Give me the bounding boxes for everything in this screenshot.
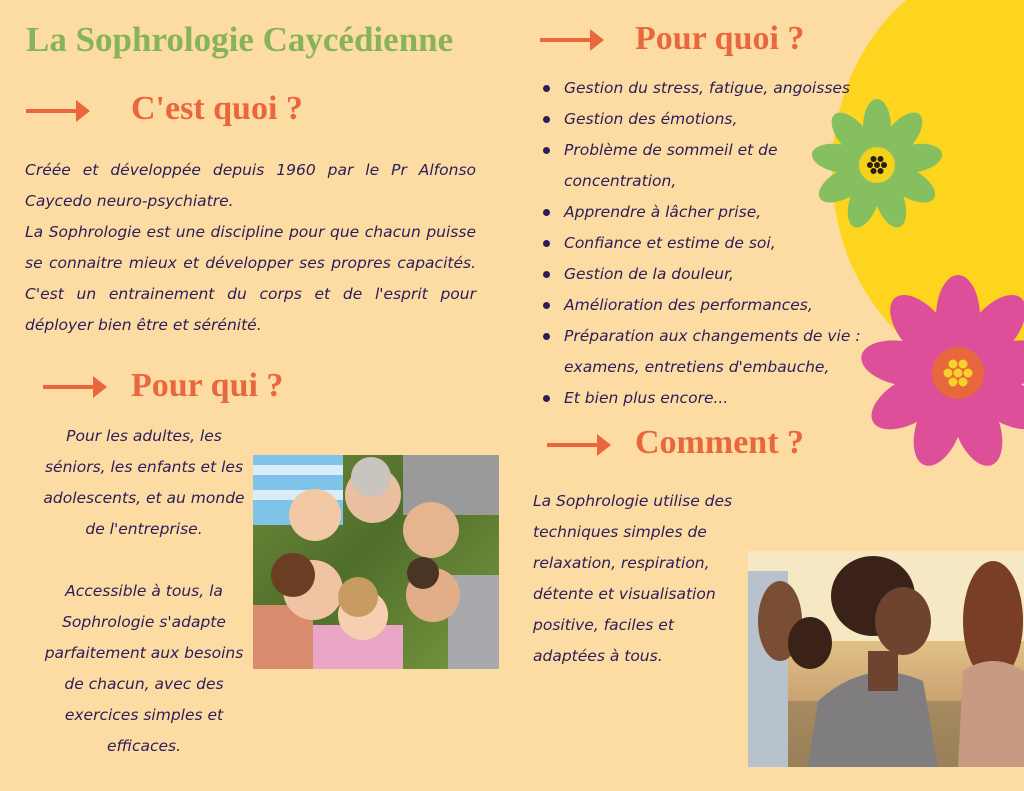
pink-flower-icon [860,275,1024,471]
arrow-icon [26,109,86,113]
heading-cest-quoi: C'est quoi ? [131,90,303,127]
arrow-icon [540,38,600,42]
list-item: Problème de sommeil et de concentration, [540,135,799,197]
list-item: Gestion des émotions, [540,104,885,135]
list-item: Amélioration des performances, [540,290,885,321]
list-item: Gestion du stress, fatigue, angoisses [540,73,885,104]
list-item: Gestion de la douleur, [540,259,885,290]
heading-pour-quoi: Pour quoi ? [635,20,805,57]
list-item: Apprendre à lâcher prise, [540,197,885,228]
women-photo-illustration [748,551,1024,767]
page-title: La Sophrologie Caycédienne [26,20,454,59]
arrow-icon [547,443,607,447]
list-item: Et bien plus encore... [540,383,885,414]
list-item: Confiance et estime de soi, [540,228,885,259]
cest-quoi-text [25,155,476,341]
comment-paragraph: La Sophrologie utilise des techniques simples de relaxation, respiration, détente et visualisation positive, faciles et adaptées à tous. [533,492,733,665]
cest-quoi-paragraph-2: La Sophrologie est une discipline pour que chacun puisse se connaitre mieux et développer ses propres capacités. C'est un entrainement du corps et de l'esprit pour déployer bien être et sérénité. [25,223,476,334]
family-photo-illustration [253,455,499,669]
list-item: Préparation aux changements de vie : examens, entretiens d'embauche, [540,321,882,383]
comment-text [533,486,733,672]
pour-qui-paragraph-1: Pour les adultes, les séniors, les enfants et les adolescents, et au monde de l'entreprise. [43,427,245,538]
cest-quoi-paragraph-1: Créée et développée depuis 1960 par le Pr Alfonso Caycedo neuro-psychiatre. [25,161,476,210]
family-photo [253,455,499,669]
heading-pour-qui: Pour qui ? [131,367,284,404]
pour-qui-paragraph-2: Accessible à tous, la Sophrologie s'adapte parfaitement aux besoins de chacun, avec des exercices simples et efficaces. [44,582,244,755]
green-flower-icon [810,98,944,232]
women-photo [748,551,1024,767]
pour-qui-text [40,421,248,762]
heading-comment: Comment ? [635,424,805,461]
arrow-icon [43,385,103,389]
spacer [40,545,248,576]
